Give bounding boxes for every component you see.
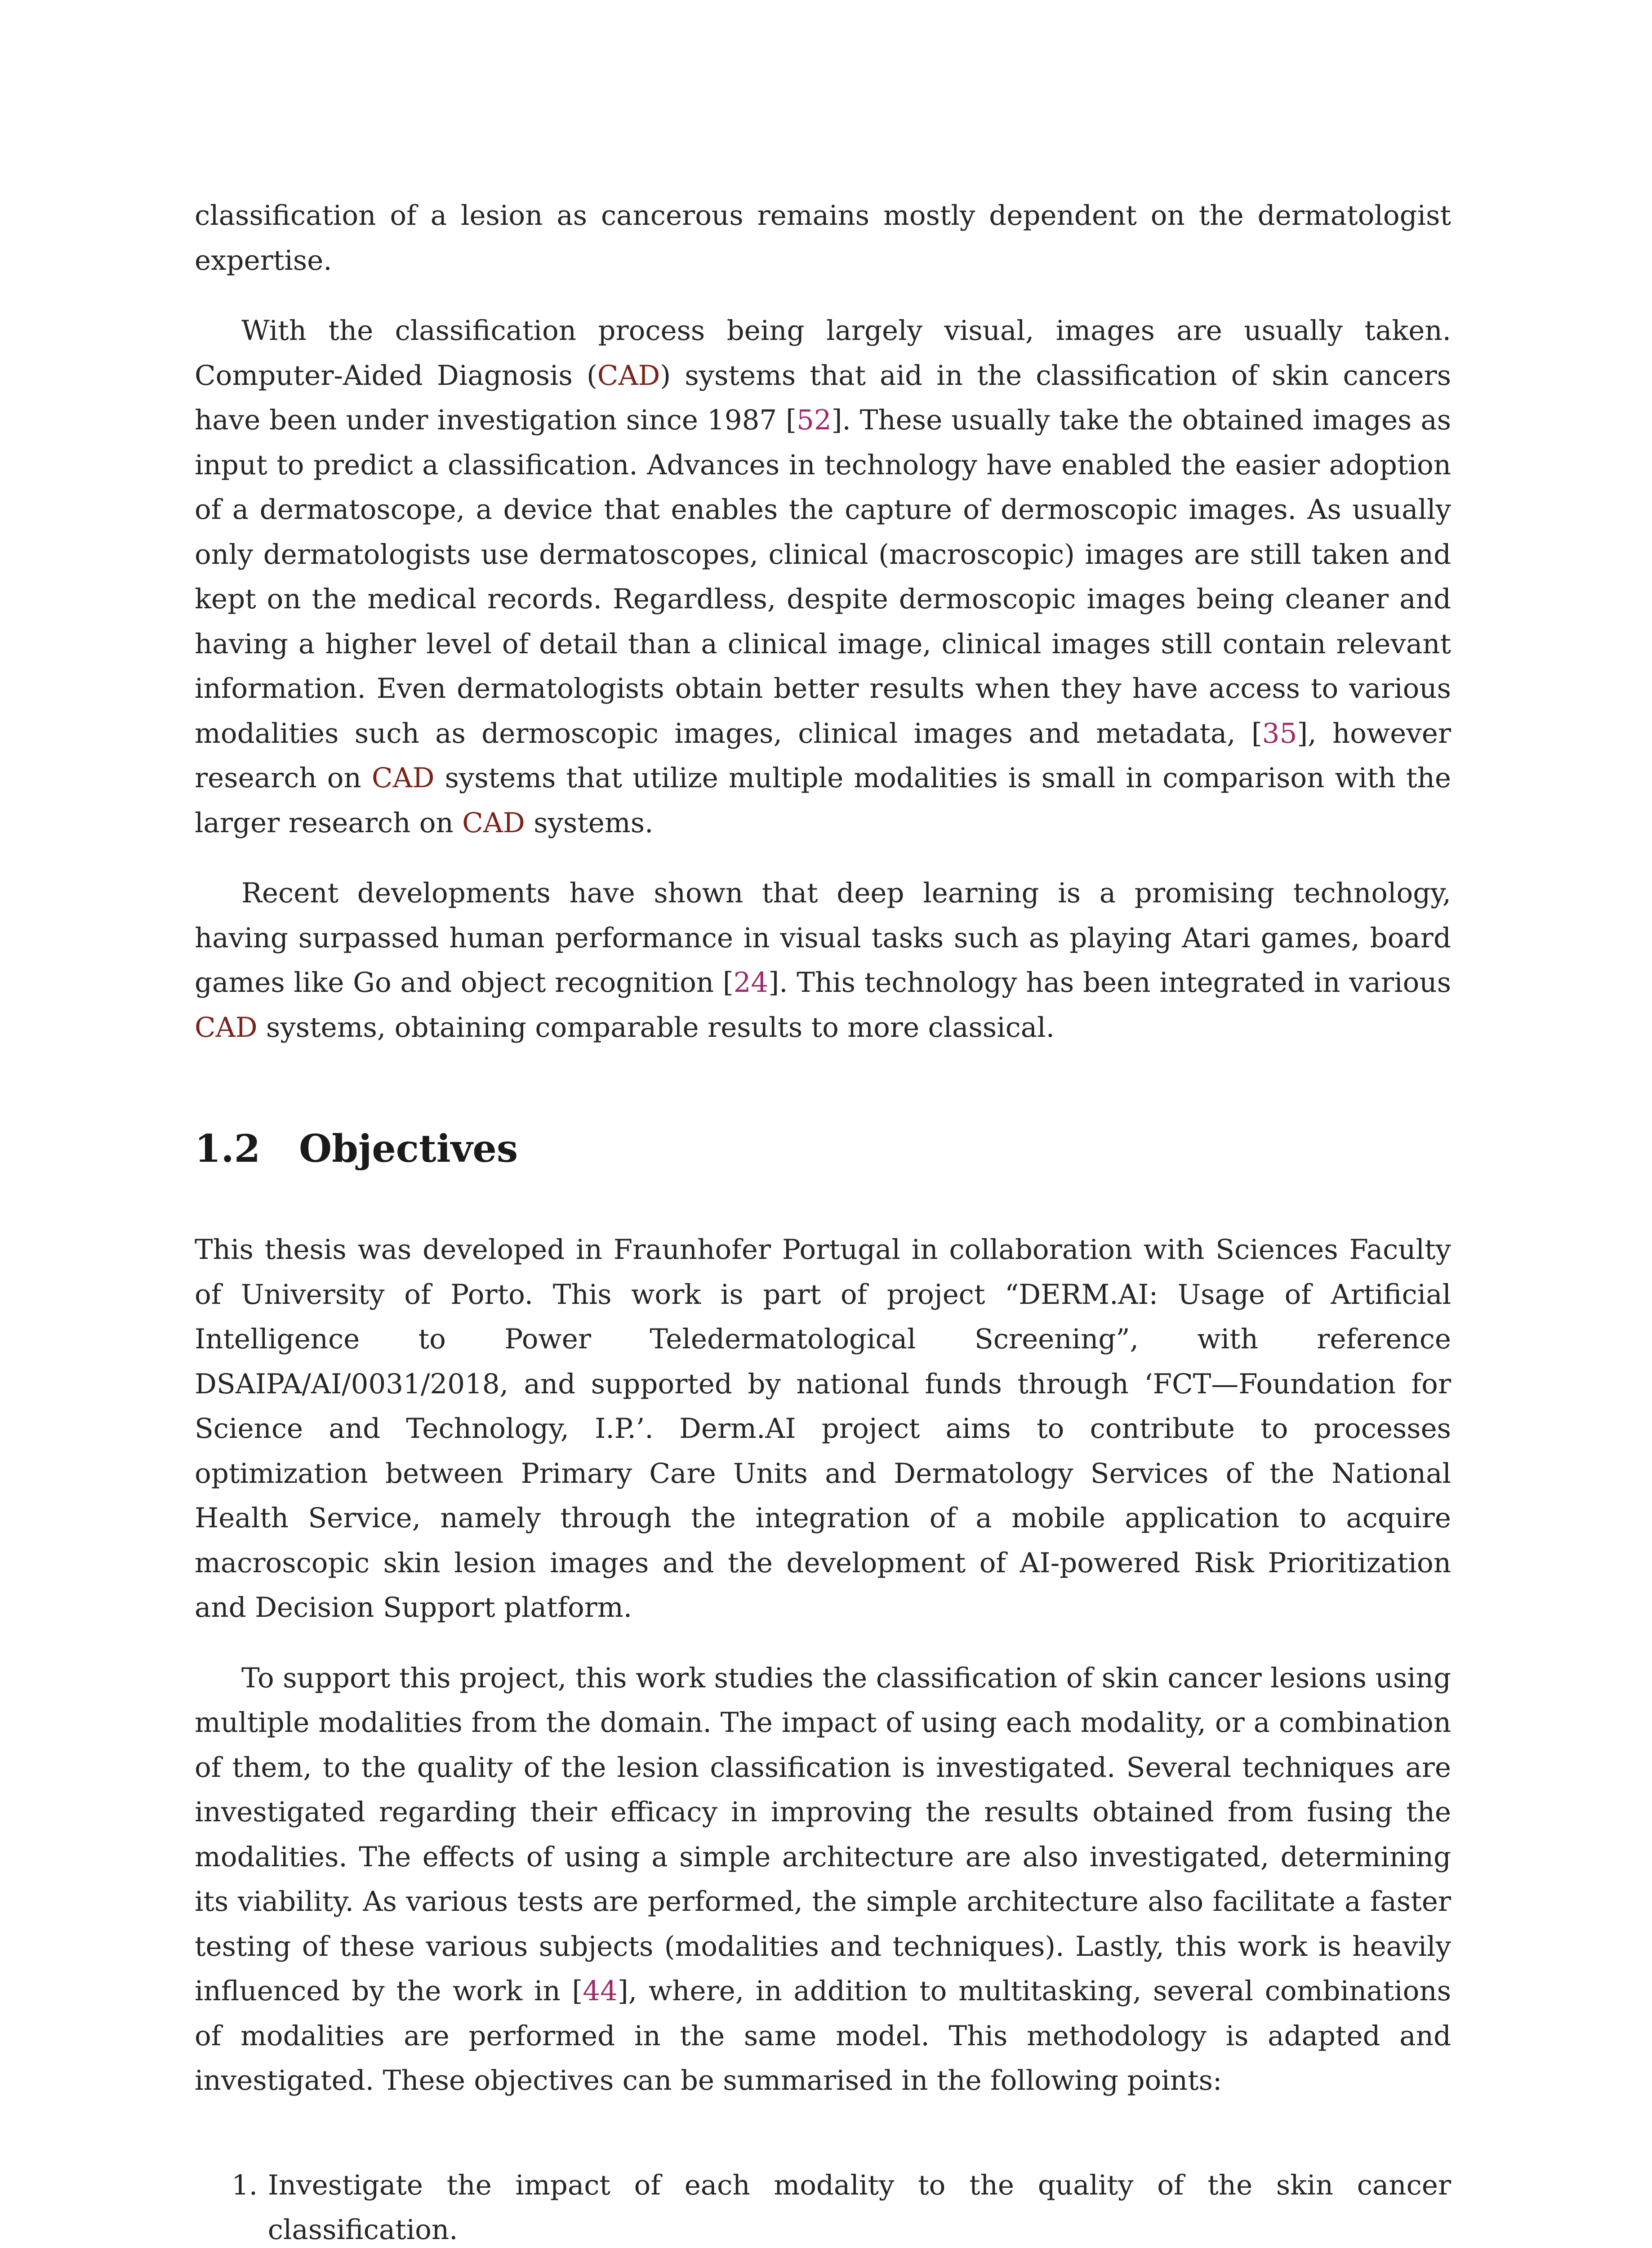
text-run: ], however research on	[195, 717, 1451, 794]
objectives-list	[195, 2163, 1451, 2248]
acronym-link-cad[interactable]: CAD	[195, 1011, 258, 1044]
section-heading-objectives	[195, 1124, 1451, 1173]
text-run: systems that utilize multiple modalities is small in comparison with the larger research on	[195, 762, 1452, 839]
list-item-text: Investigate the impact of each modality to the quality of the skin cancer classification.	[267, 2169, 1451, 2246]
page-body	[195, 193, 1451, 2248]
text-run: systems, obtaining comparable results to more classical.	[257, 1011, 1055, 1044]
citation-link-52[interactable]: 52	[796, 404, 832, 436]
text-run: ], where, in addition to multitasking, several combinations of modalities are performed in the same model. This methodology is adapted and investigated. These objectives can be summarised in the following points:	[195, 1975, 1451, 2096]
text-run: With the classification process being largely visual, images are usually taken. Computer-Aided Diagnosis (	[195, 315, 1451, 392]
citation-link-35[interactable]: 35	[1262, 717, 1297, 749]
acronym-link-cad[interactable]: CAD	[371, 762, 435, 794]
text-run: ) systems that aid in the classification of skin cancers have been under investigation since 1987 [	[195, 359, 1451, 436]
text-run: ]. This technology has been integrated in various	[768, 967, 1451, 999]
acronym-link-cad[interactable]: CAD	[597, 359, 660, 392]
paragraph-study-goals	[195, 1656, 1451, 2103]
citation-link-24[interactable]: 24	[733, 967, 769, 999]
text-run: ]. These usually take the obtained images as input to predict a classification. Advances in technology have enabled the easier adoption of a dermatoscope, a device that enables the capture of dermoscopic images. As usually only dermatologists use dermatoscopes, clinical (macroscopic) images are still taken and kept on the medical records. Regardless, despite dermoscopic images being cleaner and having a higher level of detail than a clinical image, clinical images still contain relevant information. Even dermatologists obtain better results when they have access to various modalities such as dermoscopic images, clinical images and metadata, [	[195, 404, 1451, 749]
acronym-link-cad[interactable]: CAD	[462, 807, 525, 839]
list-item	[195, 2163, 1451, 2248]
paragraph-cad-history	[195, 308, 1451, 845]
paragraph-project-context: This thesis was developed in Fraunhofer Portugal in collaboration with Sciences Faculty of University of Porto. This work is part of project “DERM.AI: Usage of Artificial Intelligence to Power Teledermatological Screening”, with reference DSAIPA/AI/0031/2018, and supported by national funds through ‘FCT—Foundation for Science and Technology, I.P.’. Derm.AI project aims to contribute to processes optimization between Primary Care Units and Dermatology Services of the National Health Service, namely through the integration of a mobile application to acquire macroscopic skin lesion images and the development of AI-powered Risk Prioritization and Decision Support platform.	[195, 1234, 1451, 1624]
section-number: 1.2	[195, 1126, 261, 1171]
text-run: systems.	[525, 807, 654, 839]
citation-link-44[interactable]: 44	[583, 1975, 618, 2007]
section-title: Objectives	[299, 1126, 518, 1171]
list-item-number: 1.	[232, 2169, 258, 2201]
text-run: Recent developments have shown that deep learning is a promising technology, having surpassed human performance in visual tasks such as playing Atari games, board games like Go and object recognition [	[195, 877, 1451, 999]
text-run: To support this project, this work studies the classification of skin cancer lesions using multiple modalities from the domain. The impact of using each modality, or a combination of them, to the quality of the lesion classification is investigated. Several techniques are investigated regarding their efficacy in improving the results obtained from fusing the modalities. The effects of using a simple architecture are also investigated, determining its viability. As various tests are performed, the simple architecture also facilitate a faster testing of these various subjects (modalities and techniques). Lastly, this work is heavily influenced by the work in [	[195, 1662, 1451, 2007]
paragraph-intro-continuation: classification of a lesion as cancerous remains mostly dependent on the dermatologist expertise.	[195, 200, 1451, 277]
paragraph-deep-learning	[195, 871, 1451, 1050]
